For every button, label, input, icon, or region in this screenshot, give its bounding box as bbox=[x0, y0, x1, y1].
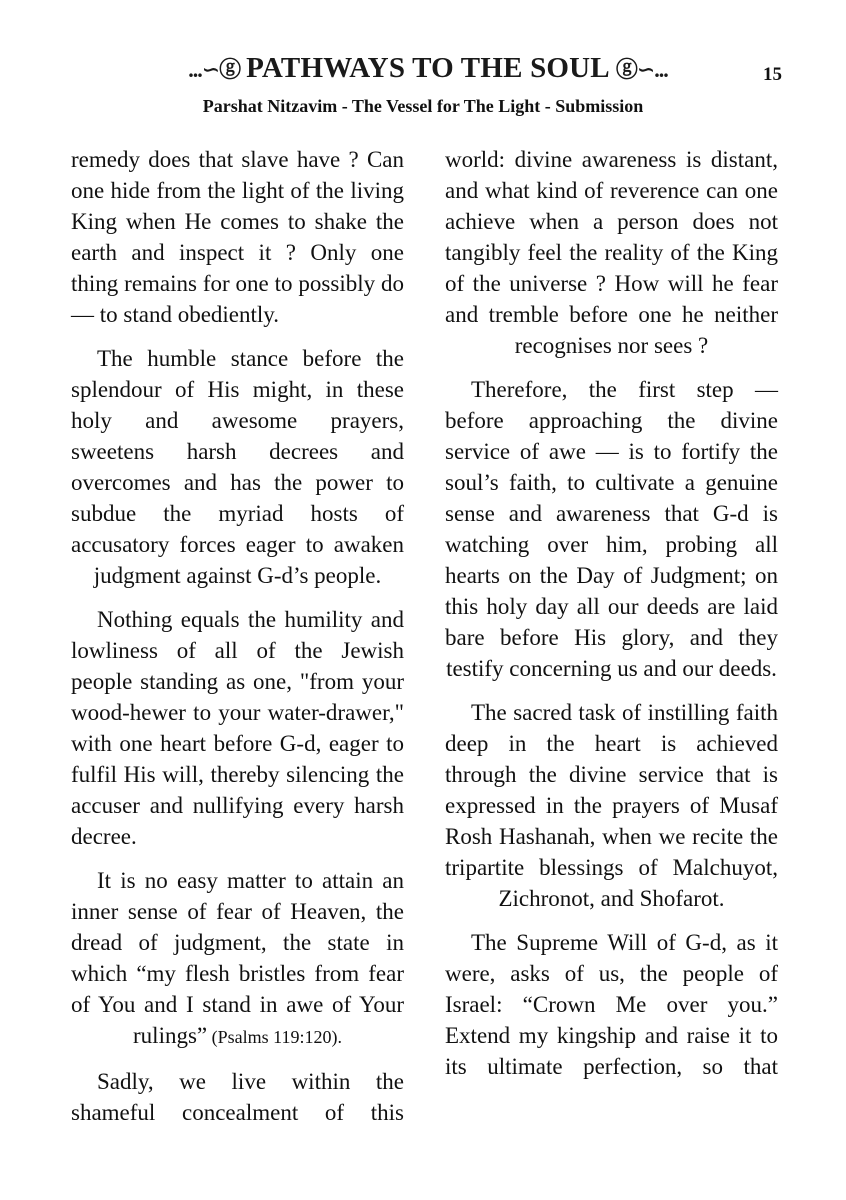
chapter-subtitle: Parshat Nitzavim - The Vessel for The Light - Submission bbox=[202, 96, 644, 116]
ornament-right-icon: ⓖ∽... bbox=[615, 57, 668, 82]
ornament-left-icon: ...∽ⓖ bbox=[188, 57, 241, 82]
paragraph: Nothing equals the humility and lowliness of all of the Jewish people standing as one, "from your wood-hewer to your water-drawer," with one heart before G-d, eager to fulfil His will, thereby silencing the accuser and nullifying every harsh decree. bbox=[71, 607, 404, 849]
page-header bbox=[0, 44, 846, 134]
paragraph-text: It is no easy matter to attain an inner sense of fear of Heaven, the dread of judgment, the state in which “my flesh bristles from fear of You and I stand in awe of Your rulings” bbox=[71, 868, 404, 1048]
paragraph: The humble stance before the splendour of His might, in these holy and awesome prayers, sweetens harsh decrees and overcomes and has the power to subdue the myriad hosts of accusatory forces eager to awaken judgment against G-d’s people. bbox=[71, 346, 404, 588]
running-title bbox=[128, 52, 728, 85]
scripture-reference: (Psalms 119:120). bbox=[207, 1027, 342, 1047]
page-number: 15 bbox=[763, 64, 782, 85]
left-column bbox=[71, 144, 404, 1141]
paragraph bbox=[71, 865, 404, 1053]
paragraph: Therefore, the first step — before approaching the divine service of awe — is to fortify the soul’s faith, to cultivate a genuine sense and awareness that G-d is watching over him, probing all hearts on the Day of Judgment; on this holy day all our deeds are laid bare before His glory, and they testify concerning us and our deeds. bbox=[445, 377, 778, 681]
paragraph: The sacred task of instilling faith deep in the heart is achieved through the divine service that is expressed in the prayers of Musaf Rosh Hashanah, when we recite the tripartite blessings of Malchuyot, Zichronot, and Shofarot. bbox=[445, 700, 778, 911]
paragraph: Sadly, we live within the shameful concealment of this bbox=[71, 1069, 404, 1125]
paragraph: The Supreme Will of G-d, as it were, asks of us, the people of Israel: “Crown Me over you.” Extend my kingship and raise it to its ultimate perfection, so that bbox=[445, 930, 778, 1079]
paragraph: remedy does that slave have ? Can one hide from the light of the living King when He comes to shake the earth and inspect it ? Only one thing remains for one to possibly do — to stand obediently. bbox=[71, 147, 404, 327]
paragraph: world: divine awareness is distant, and what kind of reverence can one achieve when a person does not tangibly feel the reality of the King of the universe ? How will he fear and tremble before one he neither recognises nor sees ? bbox=[445, 147, 778, 358]
book-title: PATHWAYS TO THE SOUL bbox=[246, 52, 610, 84]
right-column bbox=[445, 144, 778, 1095]
